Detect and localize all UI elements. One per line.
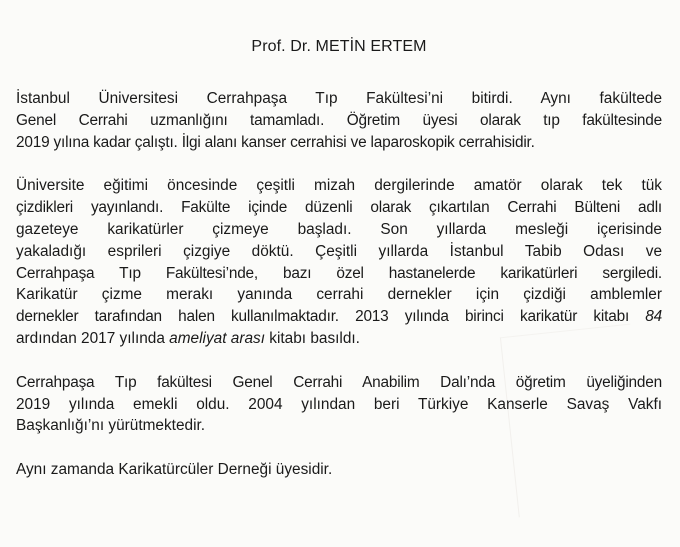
text-line-start: ardından 2017 yılında (16, 329, 170, 347)
text-line-content: dernekler tarafından halen kullanılmaktadır. 2013 yılında birinci karikatür kitabı (16, 308, 630, 326)
book-title-84: 84 (645, 308, 662, 326)
paragraph-cartoons (16, 175, 662, 349)
text-line (16, 306, 662, 328)
text-line: 2019 yılında emekli oldu. 2004 yılından beri Türkiye Kanserle Savaş Vakfı (16, 395, 662, 413)
text-line: Üniversite eğitimi öncesinde çeşitli mizah dergilerinde amatör olarak tek tük (16, 177, 662, 195)
paragraph-education (16, 88, 662, 153)
text-line: çizdikleri yayınlandı. Fakülte içinde düzenli olarak çıkartılan Cerrahi Bülteni adlı (16, 199, 662, 217)
text-line: yakaladığı esprileri çizgiye döktü. Çeşitli yıllarda İstanbul Tabib Odası ve (16, 242, 662, 260)
paragraph-career (16, 372, 662, 437)
paragraph-membership (16, 459, 662, 481)
text-line: İstanbul Üniversitesi Cerrahpaşa Tıp Fakültesi’ni bitirdi. Aynı fakültede (16, 90, 662, 107)
text-line: Cerrahpaşa Tıp fakültesi Genel Cerrahi Anabilim Dalı’nda öğretim üyeliğinden (16, 373, 662, 391)
text-line: Aynı zamanda Karikatürcüler Derneği üyesidir. (16, 461, 333, 479)
document-title: Prof. Dr. METİN ERTEM (251, 38, 427, 55)
text-line: Başkanlığı’nı yürütmektedir. (16, 417, 206, 435)
text-line (16, 328, 662, 350)
text-line: Karikatür çizme merakı yanında cerrahi dernekler için çizdiği amblemler (16, 286, 662, 304)
text-line: Cerrahpaşa Tıp Fakültesi’nde, bazı özel hastanelerde karikatürleri sergiledi. (16, 264, 662, 282)
text-line: gazeteye karikatürler çizmeye başladı. Son yıllarda mesleği içerisinde (16, 220, 662, 238)
text-line: Genel Cerrahi uzmanlığını tamamladı. Öğretim üyesi olarak tıp fakültesinde (16, 111, 662, 129)
text-line-end: kitabı basıldı. (264, 329, 360, 347)
book-title-ameliyat-arasi: ameliyat arası (169, 329, 265, 347)
text-line: 2019 yılına kadar çalıştı. İlgi alanı kanser cerrahisi ve laparoskopik cerrahisidir. (16, 133, 535, 151)
